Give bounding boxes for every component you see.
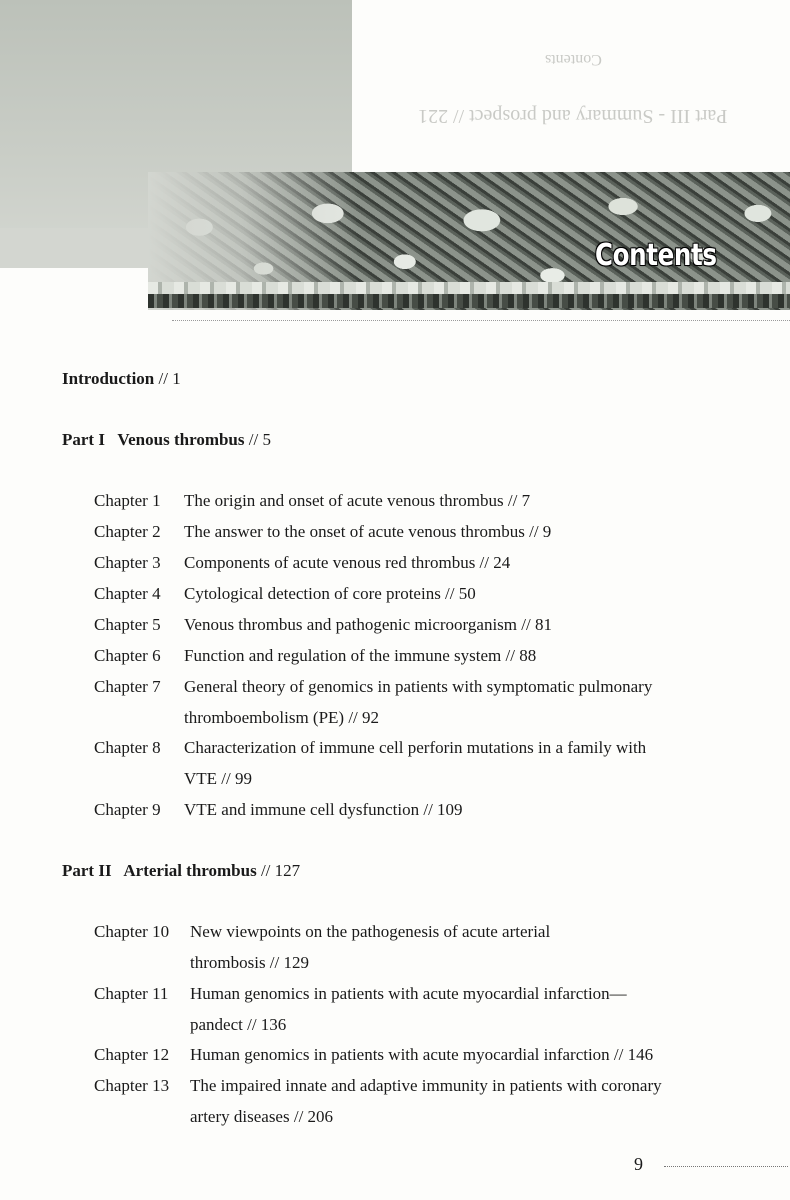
show-through-text: Part III - Summary and prospect // 221 — [418, 105, 728, 127]
chapter-title: The impaired innate and adaptive immunity in patients with coronary — [190, 1076, 662, 1095]
page-title: Contents — [595, 238, 717, 273]
chapter-title: Characterization of immune cell perforin mutations in a family with — [184, 738, 647, 757]
part-page: // 5 — [248, 430, 271, 449]
toc-part-2[interactable] — [62, 861, 300, 881]
chapter-number: Chapter 4 — [94, 584, 161, 603]
chapter-title: Human genomics in patients with acute myocardial infarction— — [190, 984, 627, 1003]
chapter-number: Chapter 5 — [94, 615, 161, 634]
chapter-title: New viewpoints on the pathogenesis of acute arterial — [190, 922, 551, 941]
intro-page: // 1 — [158, 369, 181, 388]
chapter-title: The origin and onset of acute venous thrombus // 7 — [184, 491, 531, 510]
part-page: // 127 — [260, 861, 301, 880]
chapter-title: Cytological detection of core proteins // 50 — [184, 584, 476, 603]
chapter-number: Chapter 6 — [94, 646, 161, 665]
chapter-number: Chapter 8 — [94, 738, 161, 757]
chapter-title: The answer to the onset of acute venous thrombus // 9 — [184, 522, 552, 541]
show-through-text: Contents — [545, 51, 602, 68]
chapter-title-continued: thrombosis // 129 — [190, 953, 310, 972]
toc-introduction[interactable] — [62, 369, 181, 389]
chapter-title: Components of acute venous red thrombus // 24 — [184, 553, 511, 572]
page-number: 9 — [634, 1154, 643, 1174]
part-label: Part I — [62, 430, 105, 449]
footer-rule — [664, 1166, 788, 1167]
part-title: Arterial thrombus — [123, 861, 257, 880]
part-title: Venous thrombus — [117, 430, 245, 449]
chapter-title: Human genomics in patients with acute myocardial infarction // 146 — [190, 1045, 654, 1064]
chapter-number: Chapter 11 — [94, 984, 169, 1003]
intro-title: Introduction — [62, 369, 155, 388]
chapter-number: Chapter 1 — [94, 491, 161, 510]
chapter-title: VTE and immune cell dysfunction // 109 — [184, 800, 463, 819]
chapter-title: Function and regulation of the immune system // 88 — [184, 646, 537, 665]
chapter-title-continued: VTE // 99 — [184, 769, 252, 788]
chapter-number: Chapter 10 — [94, 922, 170, 941]
chapter-title-continued: pandect // 136 — [190, 1015, 287, 1034]
chapter-number: Chapter 7 — [94, 677, 161, 696]
chapter-title-continued: artery diseases // 206 — [190, 1107, 334, 1126]
chapter-title: Venous thrombus and pathogenic microorganism // 81 — [184, 615, 552, 634]
toc-part-1[interactable] — [62, 430, 271, 450]
chapter-title-continued: thromboembolism (PE) // 92 — [184, 708, 380, 727]
chapter-number: Chapter 2 — [94, 522, 161, 541]
chapter-number: Chapter 3 — [94, 553, 161, 572]
chapter-number: Chapter 13 — [94, 1076, 170, 1095]
chapter-number: Chapter 9 — [94, 800, 161, 819]
chapter-title: General theory of genomics in patients with symptomatic pulmonary — [184, 677, 653, 696]
part-label: Part II — [62, 861, 112, 880]
chapter-number: Chapter 12 — [94, 1045, 170, 1064]
